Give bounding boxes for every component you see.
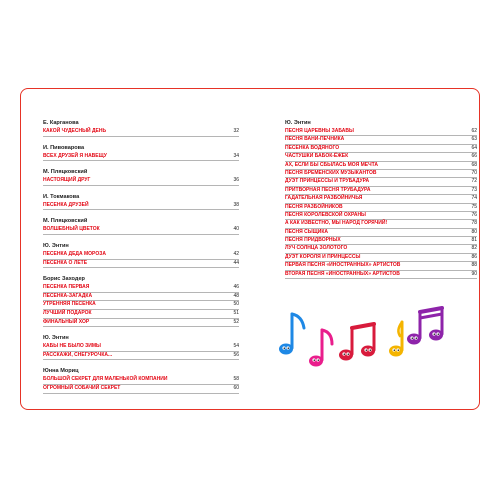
page-number: 34 bbox=[233, 152, 239, 159]
page-number: 40 bbox=[233, 226, 239, 233]
page-number: 80 bbox=[471, 228, 477, 235]
song-title: ДУЭТ ПРИНЦЕССЫ И ТРУБАДУРА bbox=[285, 178, 370, 185]
song-title: ПЕСНЯ РАЗБОЙНИКОВ bbox=[285, 203, 343, 210]
author-name: М. Пляцковский bbox=[43, 218, 88, 225]
page-number: 90 bbox=[471, 270, 477, 277]
page-number: 72 bbox=[471, 178, 477, 185]
song-title: ЛУЧШИЙ ПОДАРОК bbox=[43, 309, 92, 316]
song-title: ПЕСЕНКА ДРУЗЕЙ bbox=[43, 201, 89, 208]
blue-music-note-icon bbox=[279, 314, 304, 355]
author-name: Ю. Энтин bbox=[43, 335, 69, 342]
contents-entry bbox=[43, 319, 239, 328]
page-number: 86 bbox=[471, 253, 477, 260]
page-number: 54 bbox=[233, 343, 239, 350]
page-number: 52 bbox=[233, 318, 239, 325]
song-title: ФИНАЛЬНЫЙ ХОР bbox=[43, 318, 90, 325]
song-title: ПЕСНЯ БРЕМЕНСКИХ МУЗЫКАНТОВ bbox=[285, 169, 377, 176]
song-title: ПЕСНЯ ПРИДВОРНЫХ bbox=[285, 237, 341, 244]
contents-entry bbox=[43, 202, 239, 211]
page-number: 48 bbox=[233, 292, 239, 299]
song-title: ДУЭТ КОРОЛЯ И ПРИНЦЕССЫ bbox=[285, 253, 361, 260]
contents-entry bbox=[285, 271, 477, 279]
page-number: 82 bbox=[471, 245, 477, 252]
song-title: ПЕСНЯ СЫЩИКА bbox=[285, 228, 328, 235]
song-title: А КАК ИЗВЕСТНО, МЫ НАРОД ГОРЯЧИЙ! bbox=[285, 220, 388, 227]
cartoon-music-notes-icon bbox=[270, 302, 460, 372]
song-title: ПЕРВАЯ ПЕСНЯ «ИНОСТРАННЫХ» АРТИСТОВ bbox=[285, 262, 401, 269]
pink-music-note-icon bbox=[309, 330, 332, 367]
song-title: ПЕСЕНКА ПЕРВАЯ bbox=[43, 284, 90, 291]
song-title: НАСТОЯЩИЙ ДРУГ bbox=[43, 177, 91, 184]
song-title: ПЕСНЯ ЦАРЕВНЫ ЗАБАВЫ bbox=[285, 127, 354, 134]
song-title: ПРИТВОРНАЯ ПЕСНЯ ТРУБАДУРА bbox=[285, 186, 371, 193]
song-title: ПЕСНЯ ВАНИ-ПЕЧНИКА bbox=[285, 136, 345, 143]
author-name: Юнна Мориц bbox=[43, 368, 79, 375]
page-number: 74 bbox=[471, 195, 477, 202]
page-number: 75 bbox=[471, 203, 477, 210]
contents-left-column bbox=[43, 119, 239, 394]
contents-entry bbox=[43, 260, 239, 269]
song-title: ПЕСЕНКА ВОДЯНОГО bbox=[285, 144, 340, 151]
author-name: М. Пляцковский bbox=[43, 169, 88, 176]
song-title: ВТОРАЯ ПЕСНЯ «ИНОСТРАННЫХ» АРТИСТОВ bbox=[285, 270, 400, 277]
contents-entry bbox=[43, 352, 239, 361]
song-title: ВОЛШЕБНЫЙ ЦВЕТОК bbox=[43, 226, 100, 233]
song-title: ЧАСТУШКИ БАБОК-ЁЖЕК bbox=[285, 153, 349, 160]
page-number: 56 bbox=[233, 351, 239, 358]
author-name: Ю. Энтин bbox=[43, 242, 69, 249]
page-number: 78 bbox=[471, 220, 477, 227]
page-number: 50 bbox=[233, 301, 239, 308]
song-title: ЛУЧ СОЛНЦА ЗОЛОТОГО bbox=[285, 245, 348, 252]
song-title: ПЕСЕНКА ДЕДА МОРОЗА bbox=[43, 250, 106, 257]
page-number: 68 bbox=[471, 161, 477, 168]
page-number: 66 bbox=[471, 153, 477, 160]
contents-entry bbox=[43, 385, 239, 394]
song-title: БОЛЬШОЙ СЕКРЕТ ДЛЯ МАЛЕНЬКОЙ КОМПАНИИ bbox=[43, 376, 168, 383]
contents-entry bbox=[43, 128, 239, 137]
song-title: ОГРОМНЫЙ СОБАЧИЙ СЕКРЕТ bbox=[43, 384, 121, 391]
song-title: КАБЫ НЕ БЫЛО ЗИМЫ bbox=[43, 343, 101, 350]
page-number: 63 bbox=[471, 136, 477, 143]
author-name: И. Пивоварова bbox=[43, 144, 85, 151]
page-number: 73 bbox=[471, 186, 477, 193]
page-number: 36 bbox=[233, 177, 239, 184]
song-title: ПЕСЕНКА О ЛЕТЕ bbox=[43, 259, 88, 266]
page-number: 42 bbox=[233, 250, 239, 257]
page-number: 70 bbox=[471, 169, 477, 176]
author-name: И. Токмакова bbox=[43, 193, 80, 200]
page-number: 44 bbox=[233, 259, 239, 266]
page-number: 38 bbox=[233, 201, 239, 208]
page-number: 46 bbox=[233, 284, 239, 291]
purple-beamed-notes-icon bbox=[407, 308, 443, 345]
page-number: 51 bbox=[233, 309, 239, 316]
song-title: АХ, ЕСЛИ БЫ СБЫЛАСЬ МОЯ МЕЧТА bbox=[285, 161, 378, 168]
page-number: 60 bbox=[233, 384, 239, 391]
page-number: 88 bbox=[471, 262, 477, 269]
song-title: ПЕСНЯ КОРОЛЕВСКОЙ ОХРАНЫ bbox=[285, 211, 366, 218]
contents-entry bbox=[43, 153, 239, 162]
contents-right-column bbox=[285, 119, 477, 279]
contents-entry bbox=[43, 226, 239, 235]
page-number: 58 bbox=[233, 376, 239, 383]
song-title: КАКОЙ ЧУДЕСНЫЙ ДЕНЬ bbox=[43, 128, 107, 134]
song-title: ВСЕХ ДРУЗЕЙ Я НАВЕЩУ bbox=[43, 152, 107, 159]
page-number: 81 bbox=[471, 237, 477, 244]
contents-entry bbox=[43, 177, 239, 186]
red-beamed-notes-icon bbox=[339, 324, 375, 361]
song-title: ГАДАТЕЛЬНАЯ РАЗБОЙНИЧЬЯ bbox=[285, 195, 363, 202]
song-title: УТРЕННЯЯ ПЕСЕНКА bbox=[43, 301, 96, 308]
author-name: Ю. Энтин bbox=[285, 120, 311, 126]
song-title: ПЕСЕНКА-ЗАГАДКА bbox=[43, 292, 93, 299]
author-name: Борис Заходер bbox=[43, 276, 85, 283]
song-title: РАССКАЖИ, СНЕГУРОЧКА... bbox=[43, 351, 113, 358]
page-number: 32 bbox=[233, 128, 239, 134]
page-number: 76 bbox=[471, 211, 477, 218]
page-number: 62 bbox=[471, 127, 477, 134]
yellow-music-note-icon bbox=[389, 322, 403, 357]
page-number: 64 bbox=[471, 144, 477, 151]
author-name: Е. Карганова bbox=[43, 120, 79, 126]
